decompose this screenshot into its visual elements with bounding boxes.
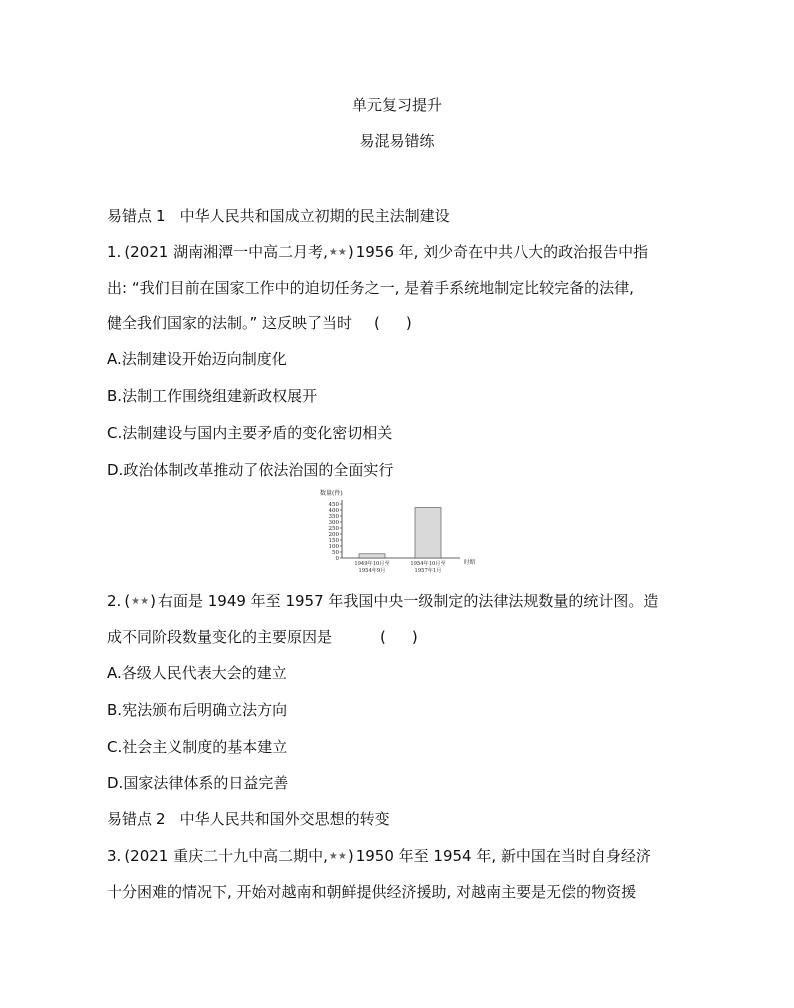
y-tick-label: 0 <box>335 556 339 562</box>
question-1-line-3 <box>107 313 412 333</box>
question-text: 成不同阶段数量变化的主要原因是 <box>107 628 333 646</box>
category-label: 1957年1月 <box>414 568 442 574</box>
question-source: (2021 重庆二十九中高二期中, <box>124 847 328 865</box>
section-heading-1 <box>107 206 450 226</box>
option-d <box>107 460 393 480</box>
answer-paren-open: ( <box>380 628 386 646</box>
difficulty-star-icon: ★★ <box>131 596 150 607</box>
option-text: 政治体制改革推动了依法治国的全面实行 <box>123 461 394 479</box>
option-b <box>107 700 287 720</box>
option-letter: A. <box>107 664 122 682</box>
question-number: 3. <box>107 847 122 865</box>
y-tick-label: 250 <box>328 526 339 532</box>
question-source: (2021 湖南湘潭一中高二月考, <box>124 243 328 261</box>
question-3-line-2: 十分困难的情况下, 开始对越南和朝鲜提供经济援助, 对越南主要是无偿的物资援 <box>107 883 637 901</box>
question-2-line-1 <box>107 591 658 612</box>
y-tick-label: 200 <box>328 532 339 538</box>
question-source-close: ) <box>347 243 354 261</box>
section-label: 易错点 <box>107 810 153 828</box>
question-source-close: ) <box>347 847 354 865</box>
page-title: 单元复习提升 <box>351 96 442 114</box>
x-axis-label: 时期 <box>464 560 476 566</box>
question-2-line-2 <box>107 627 418 647</box>
page-subtitle: 易混易错练 <box>359 132 435 150</box>
category-label: 1954年10月至 <box>410 561 446 567</box>
section-label: 易错点 <box>107 207 153 225</box>
section-number: 2 <box>156 810 166 828</box>
y-tick-label: 450 <box>328 502 339 508</box>
option-letter: D. <box>107 774 124 792</box>
section-title: 中华人民共和国成立初期的民主法制建设 <box>179 207 450 225</box>
option-letter: C. <box>107 738 123 756</box>
option-d <box>107 773 288 793</box>
answer-paren-close: ) <box>411 628 418 646</box>
option-letter: B. <box>107 387 123 405</box>
category-label: 1954年9月 <box>358 568 386 574</box>
y-tick-label: 50 <box>332 550 339 556</box>
category-label: 1949年10月至 <box>354 561 390 567</box>
question-text: 健全我们国家的法制。” 这反映了当时 <box>107 314 353 332</box>
option-text: 国家法律体系的日益完善 <box>123 774 289 792</box>
question-1-line-1 <box>107 242 648 263</box>
question-3-line-1 <box>107 846 651 867</box>
option-c <box>107 737 287 757</box>
section-number: 1 <box>156 207 166 225</box>
bar-2 <box>415 508 441 558</box>
option-text: 各级人民代表大会的建立 <box>121 664 287 682</box>
question-source-close: ) <box>150 592 156 610</box>
option-text: 宪法颁布后明确立法方向 <box>122 701 288 719</box>
y-tick-label: 300 <box>328 520 339 526</box>
option-letter: A. <box>107 350 122 368</box>
option-letter: C. <box>107 424 123 442</box>
question-number: 2. <box>107 592 122 610</box>
option-a <box>107 349 287 369</box>
y-tick-label: 350 <box>328 514 339 520</box>
option-text: 法制工作围绕组建新政权展开 <box>122 387 318 405</box>
option-letter: B. <box>107 701 123 719</box>
section-title: 中华人民共和国外交思想的转变 <box>179 810 390 828</box>
y-axis-label: 数量(件) <box>320 490 343 497</box>
option-text: 法制建设与国内主要矛盾的变化密切相关 <box>122 424 393 442</box>
section-heading-2 <box>107 809 390 829</box>
difficulty-star-icon: ★★ <box>328 247 347 258</box>
question-text: 1956 年, 刘少奇在中共八大的政治报告中指 <box>355 243 649 261</box>
y-tick-label: 100 <box>328 544 339 550</box>
y-tick-label: 150 <box>328 538 339 544</box>
option-c <box>107 423 392 443</box>
bar-1 <box>359 554 385 558</box>
y-tick-label: 400 <box>328 508 339 514</box>
difficulty-star-icon: ★★ <box>328 851 347 862</box>
answer-paren-close: ) <box>405 314 412 332</box>
question-text: 右面是 1949 年至 1957 年我国中央一级制定的法律法规数量的统计图。造 <box>157 592 659 610</box>
option-letter: D. <box>107 461 124 479</box>
option-a <box>107 663 287 683</box>
question-text: 1950 年至 1954 年, 新中国在当时自身经济 <box>355 847 651 865</box>
question-source: ( <box>124 592 131 610</box>
answer-paren-open: ( <box>374 314 380 332</box>
law-count-bar-chart <box>318 486 488 578</box>
option-b <box>107 386 317 406</box>
option-text: 法制建设开始迈向制度化 <box>121 350 287 368</box>
question-number: 1. <box>107 243 122 261</box>
question-1-line-2: 出: “我们目前在国家工作中的迫切任务之一, 是着手系统地制定比较完备的法律, <box>107 279 634 297</box>
option-text: 社会主义制度的基本建立 <box>122 738 288 756</box>
